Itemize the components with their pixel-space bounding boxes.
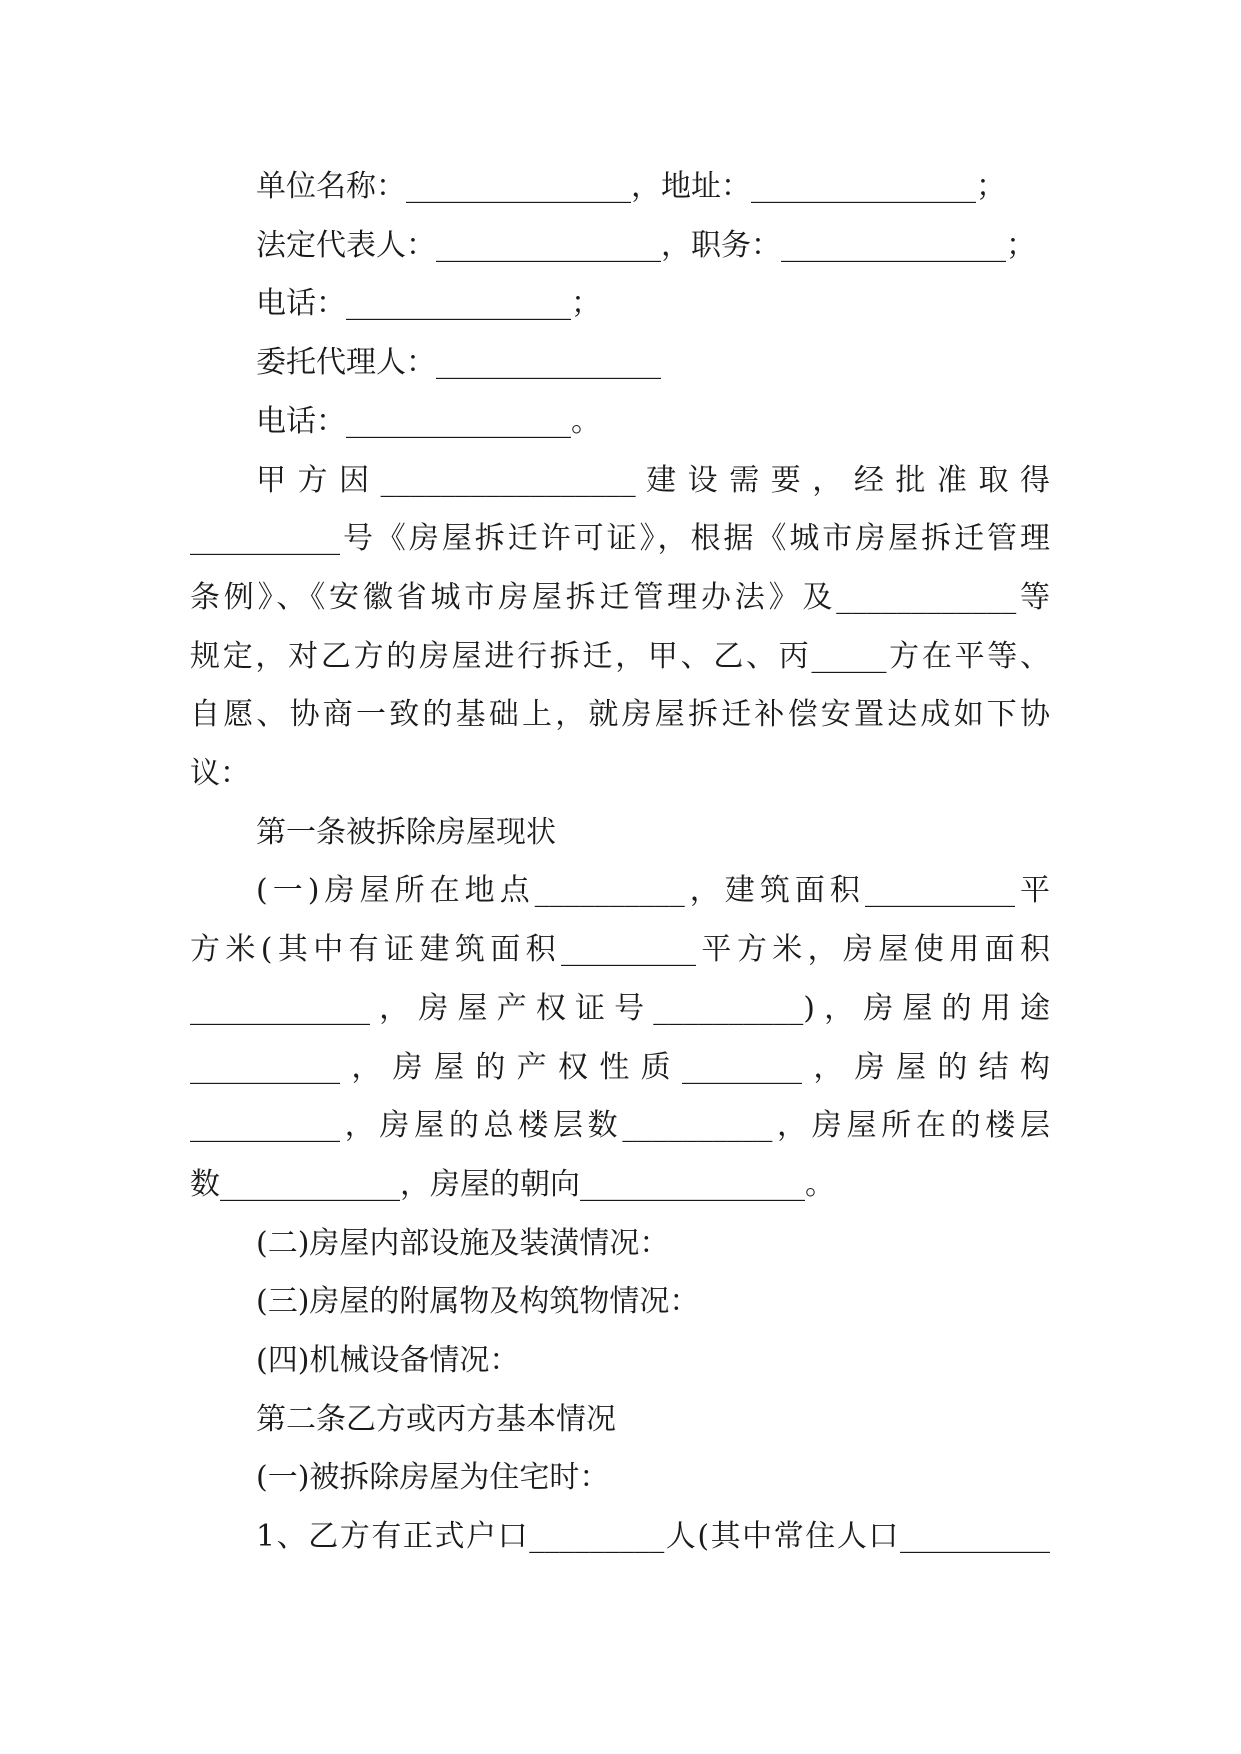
article-1-item-3: (三)房屋的附属物及构筑物情况： [256,1284,700,1320]
line-preamble-4: 规定，对乙方的房屋进行拆迁，甲、乙、丙_____方在平等、 [190,638,1050,674]
article-2-heading: 第二条乙方或丙方基本情况 [256,1401,616,1437]
line-legal-representative: 法定代表人：_______________，职务：_______________； [256,227,1036,263]
document-body [190,158,1050,1567]
line-preamble-5: 自愿、协商一致的基础上，就房屋拆迁补偿安置达成如下协 [190,697,1050,733]
article-1-item-1-line-1: (一)房屋所在地点__________，建筑面积__________平 [256,873,1050,909]
article-1-item-1-line-5: __________，房屋的总楼层数__________，房屋所在的楼层 [190,1108,1050,1144]
article-2-item-1: (一)被拆除房屋为住宅时： [256,1460,610,1496]
line-preamble-1: 甲 方 因 _________________ 建 设 需 要 ， 经 批 准 取 得 [256,462,1050,498]
article-1-heading: 第一条被拆除房屋现状 [256,814,556,850]
article-1-item-1-line-4: __________，房屋的产权性质________，房屋的结构 [190,1049,1050,1085]
article-1-item-1-line-3: ____________，房屋产权证号__________)，房屋的用途 [190,990,1050,1026]
line-preamble-2: __________号《房屋拆迁许可证》，根据《城市房屋拆迁管理 [190,521,1050,557]
line-phone-2: 电话：_______________。 [256,403,601,439]
article-2-item-1-point-1: 1、乙方有正式户口_________人(其中常住人口__________ [256,1519,1050,1555]
article-1-item-4: (四)机械设备情况： [256,1343,520,1379]
article-1-item-2: (二)房屋内部设施及装潢情况： [256,1225,670,1261]
line-preamble-3: 条例》、《安徽省城市房屋拆迁管理办法》及____________等 [190,579,1050,615]
article-1-item-1-line-2: 方米(其中有证建筑面积_________平方米，房屋使用面积 [190,932,1050,968]
line-agent: 委托代理人：_______________ [256,345,661,381]
line-phone-1: 电话：_______________； [256,286,601,322]
line-unit-name: 单位名称：_______________，地址：_______________； [256,169,1006,204]
article-1-item-1-line-6: 数____________，房屋的朝向_______________。 [190,1166,835,1202]
line-preamble-6: 议： [190,756,250,792]
